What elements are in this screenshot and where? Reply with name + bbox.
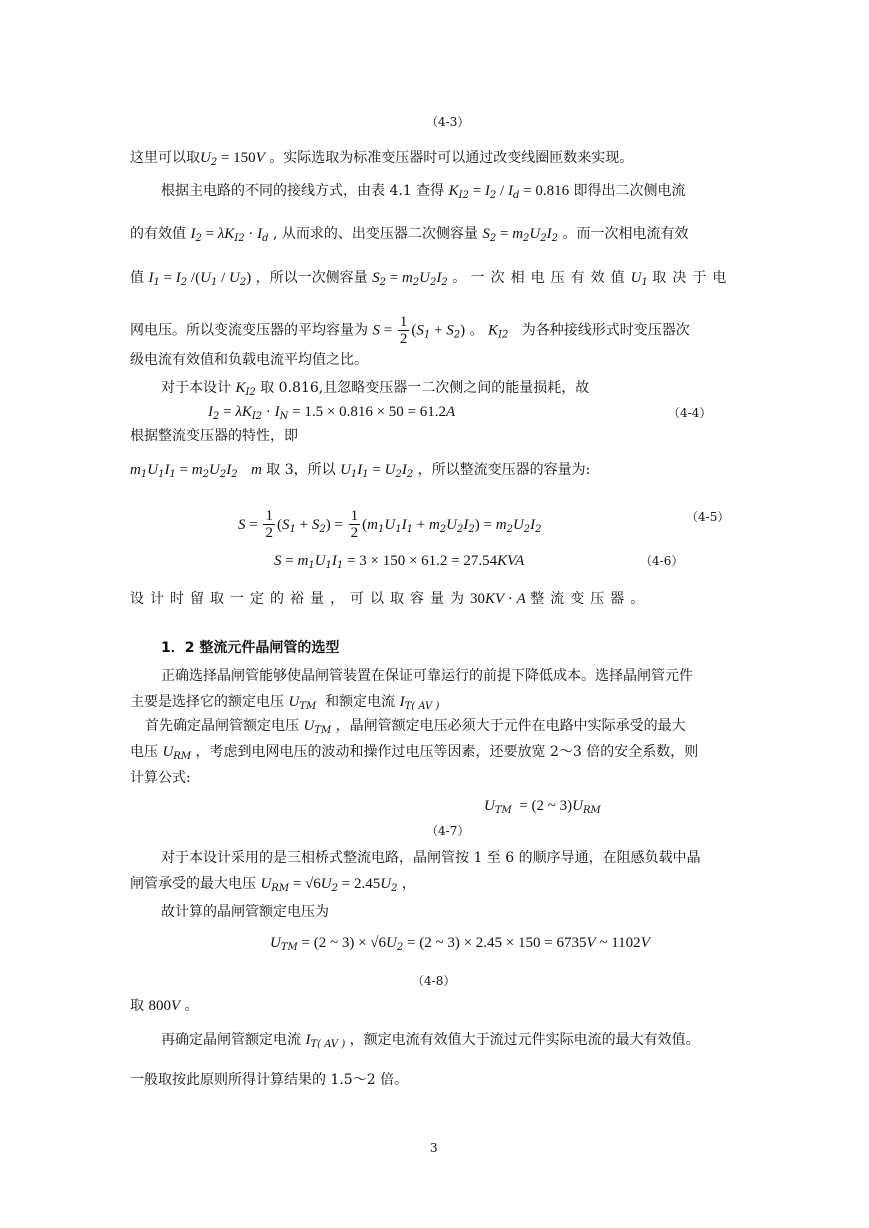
paragraph-line: 对于本设计采用的是三相桥式整流电路，晶闸管按 1 至 6 的顺序导通，在阻感负载中晶 [161,850,701,866]
paragraph-line: $m_1U_1I_1 = m_2U_2I_2$ m 取 3，所以 $U_1I_1 = U_2I_2$ ，所以整流变压器的容量为: [130,462,591,480]
paragraph-line: 闸管承受的最大电压 $U_{RM} = √6U_2 = 2.45U_2$ ， [130,876,416,894]
equation: $U_{TM} = (2$ ~ $3) \times √6U_2 = (2$ ~ 3) × 2.45 × 150 = 6735V ~ 1102V [270,935,650,953]
paragraph-line: 故计算的晶闸管额定电压为 [161,904,329,920]
paragraph-line: 再确定晶闸管额定电流 $I_{T( AV )}$ ，额定电流有效值大于流过元件实际电流的最大有效值。 [161,1032,700,1050]
equation: $S = m_1U_1I_1 = 3 \times 150 \times 61.2 = 27.54KVA$ [274,553,525,571]
paragraph-line: 的有效值 $I_2 = \lambda K_{I2} \cdot I_d$ , 从而求的、出变压器二次侧容量 $S_2 = m_2U_2I_2$ 。而一次相电流有效 [130,226,689,244]
paragraph-line: 对于本设计 $K_{I2}$ 取 0.816,且忽略变压器一二次侧之间的能量损耗，故 [161,380,590,398]
paragraph-line: 主要是选择它的额定电压 $U_{TM}$ 和额定电流 $I_{T( AV )}$ [130,694,440,712]
paragraph-line: 取 800V 。 [130,998,199,1014]
equation: $I_2 = \lambda K_{I2} \cdot I_N = 1.5 \times 0.816 \times 50 = 61.2A$ [208,404,456,422]
paragraph-line: 网电压。所以变流变压器的平均容量为 S = $\frac{1}{2}$ $(S_1 + S_2)$ 。 $K_{I2}$ 为各种接线形式时变压器次 [130,314,690,347]
equation-number: （4-7） [426,824,470,838]
equation-number: （4-4） [668,406,712,420]
paragraph-line: 一般取按此原则所得计算结果的 1.5～2 倍。 [130,1072,409,1088]
paragraph-line: 根据整流变压器的特性，即 [130,428,298,444]
paragraph-line: 首先确定晶闸管额定电压 $U_{TM}$ ，晶闸管额定电压必须大于元件在电路中实际承受的最大 [145,718,686,736]
equation-number: （4-3） [426,115,470,129]
equation-number: （4-8） [412,974,456,988]
equation: $U_{TM} = (2$ ~ $3)U_{RM}$ [484,798,601,816]
section-heading: 1．2 整流元件晶闸管的选型 [161,640,340,656]
equation-number: （4-5） [686,510,730,524]
equation-number: （4-6） [640,554,684,568]
paragraph-line: 计算公式: [130,770,191,786]
paragraph-line: 级电流有效值和负载电流平均值之比。 [130,352,368,368]
paragraph-line: 电压 $U_{RM}$ ，考虑到电网电压的波动和操作过电压等因素，还要放宽 2～3 倍的安全系数，则 [130,744,699,762]
paragraph-line: 值 $I_1 = I_2$ $/(U_1 / U_2)$ ，所以一次侧容量 $S_2 = m_2U_2I_2$ 。 一次相电压有效值$U_1$ 取决于电 [130,270,733,288]
page-number: 3 [430,1141,438,1155]
paragraph-line: 设计时留取一定的裕量，可以取容量为30KV · A 整流变压器。 [130,591,651,607]
paragraph-line: 根据主电路的不同的接线方式，由表 4.1 查得 $K_{I2} = I_2 / I_d = 0.816$ 即得出二次侧电流 [161,183,686,201]
paragraph-line: 正确选择晶闸管能够使晶闸管装置在保证可靠运行的前提下降低成本。选择晶闸管元件 [161,668,693,684]
equation: S = $\frac{1}{2}$ $(S_1 + S_2)$ = $\frac{1}{2}$ $(m_1U_1I_1 + m_2U_2I_2) = m_2U_2I_2$ [238,508,542,541]
paragraph-line: 这里可以取$U_2 = 150V$ 。实际选取为标准变压器时可以通过改变线圈匝数来实现。 [130,150,634,168]
